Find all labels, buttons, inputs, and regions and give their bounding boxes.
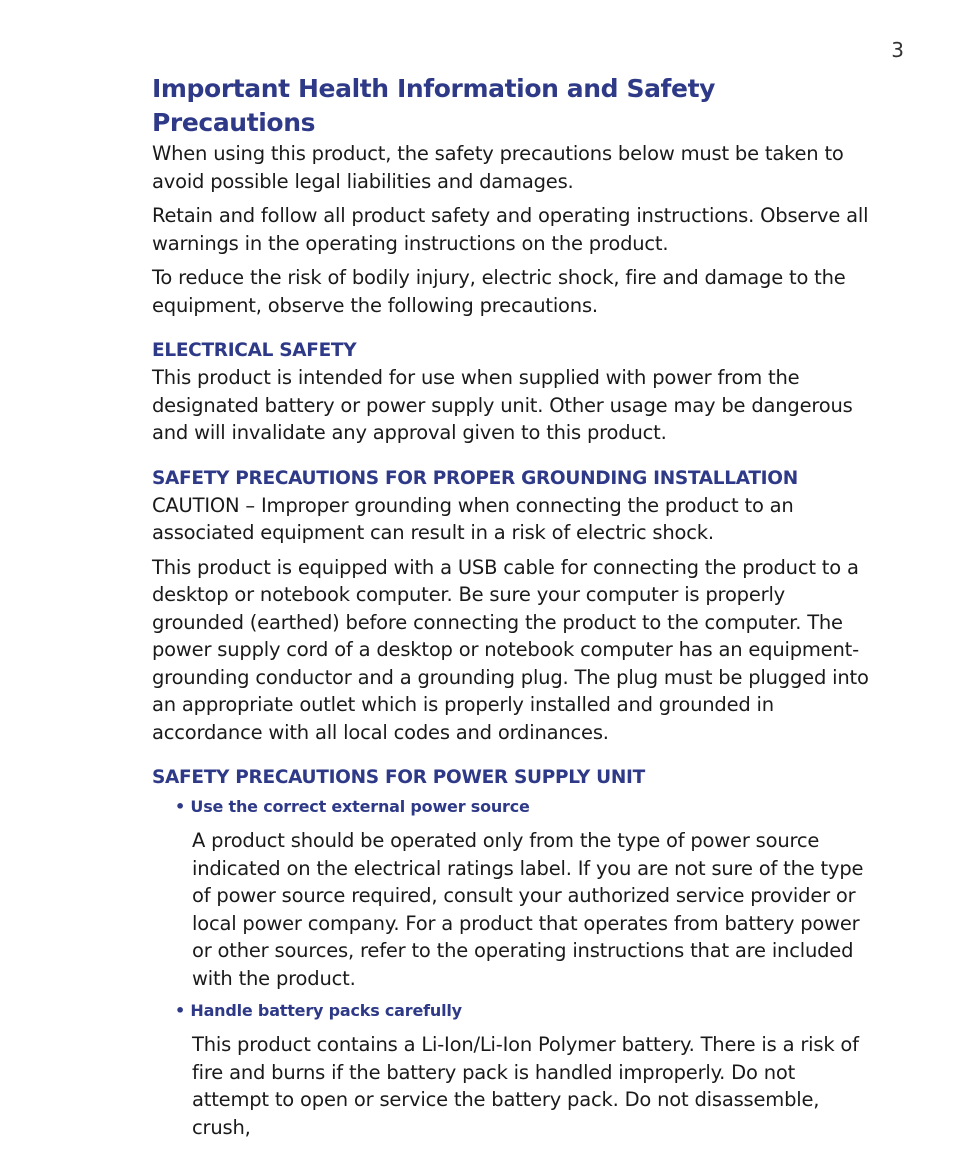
electrical-safety-heading: ELECTRICAL SAFETY [152,340,357,361]
intro-paragraph-1: When using this product, the safety precautions below must be taken to avoid possible legal liabilities and damages. [152,142,844,193]
intro-paragraph-3: To reduce the risk of bodily injury, electric shock, fire and damage to the equipment, observe the following precautions. [152,266,846,317]
intro-paragraph-2: Retain and follow all product safety and operating instructions. Observe all warnings in the operating instructions on the product. [152,204,869,255]
power-source-body: A product should be operated only from the type of power source indicated on the electrical ratings label. If you are not sure of the type of power source required, consult your authorized service provider or local power company. For a product that operates from battery power or other sources, refer to the operating instructions that are included with the product. [192,829,864,990]
power-supply-heading: SAFETY PRECAUTIONS FOR POWER SUPPLY UNIT [152,767,645,788]
battery-body: This product contains a Li-Ion/Li-Ion Polymer battery. There is a risk of fire and burns if the battery pack is handled improperly. Do not attempt to open or service the battery pack. Do not disassemble, crush, [192,1033,859,1139]
grounding-caution: CAUTION – Improper grounding when connecting the product to an associated equipment can result in a risk of electric shock. [152,493,794,544]
battery-bullet-title: • Handle battery packs carefully [175,1001,462,1020]
grounding-body: This product is equipped with a USB cable for connecting the product to a desktop or notebook computer. Be sure your computer is properly grounded (earthed) before connecting the product to the computer. The power supply cord of a desktop or notebook computer has an equipment-grounding conductor and a grounding plug. The plug must be plugged into an appropriate outlet which is properly installed and grounded in accordance with all local codes and ordinances. [152,555,869,744]
page-number: 3 [891,38,904,62]
page-title: Important Health Information and Safety Precautions [152,74,716,137]
document-body [152,72,872,1148]
power-source-bullet-title: • Use the correct external power source [175,797,530,816]
grounding-heading: SAFETY PRECAUTIONS FOR PROPER GROUNDING INSTALLATION [152,467,798,489]
electrical-safety-body: This product is intended for use when supplied with power from the designated battery or power supply unit. Other usage may be dangerous and will invalidate any approval given to this product. [152,366,853,444]
